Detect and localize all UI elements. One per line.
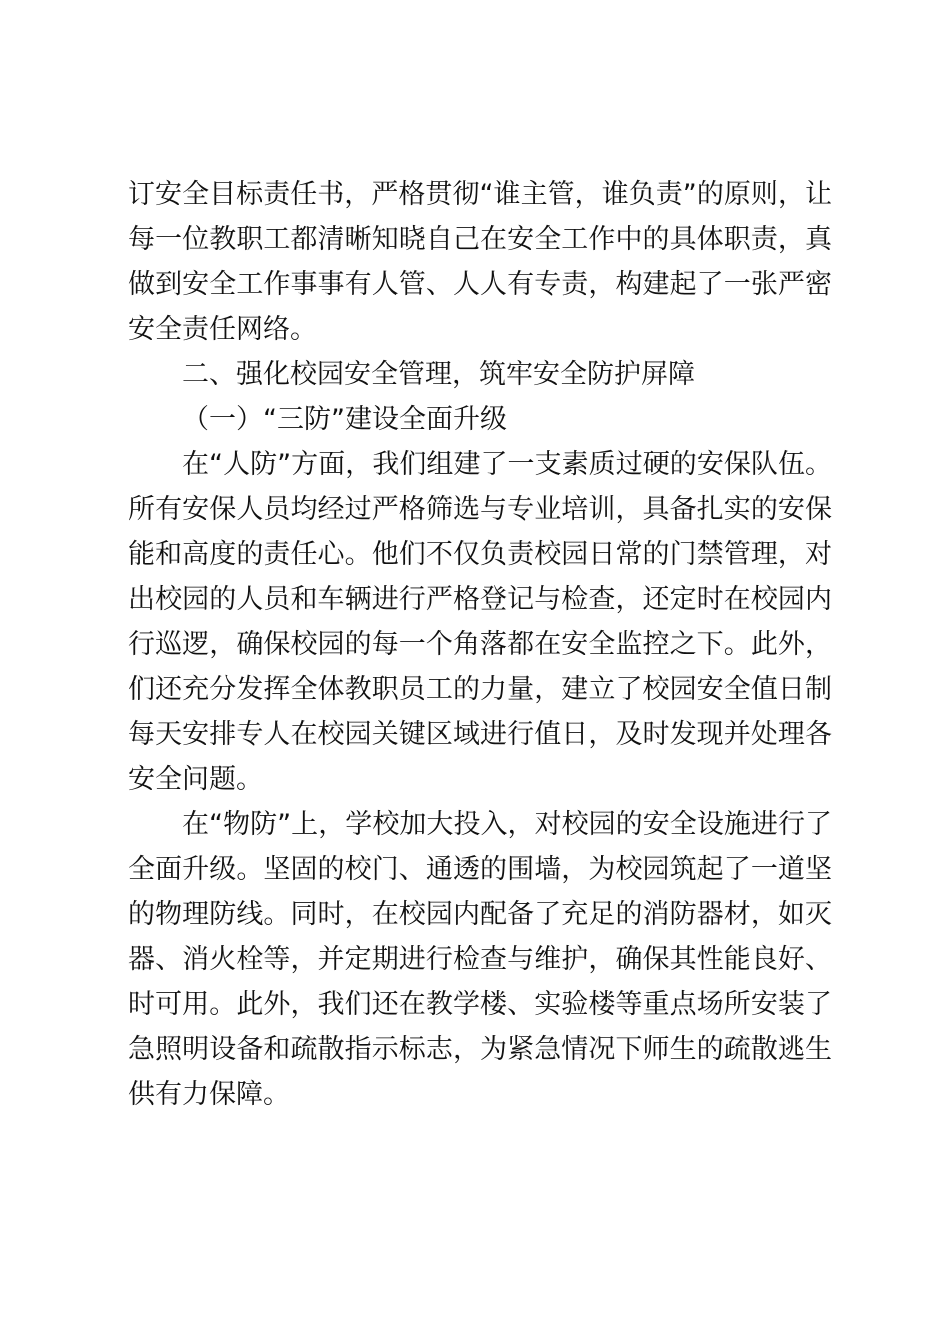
text-line: 做到安全工作事事有人管、人人有专责，构建起了一张严密 xyxy=(128,269,832,300)
text-line: 器、消火栓等，并定期进行检查与维护，确保其性能良好、 xyxy=(128,944,832,975)
text-line: 安全问题。 xyxy=(128,764,263,795)
text-line: 全面升级。坚固的校门、通透的围墙，为校园筑起了一道坚 xyxy=(128,854,832,885)
text-line: 每一位教职工都清晰知晓自己在安全工作中的具体职责，真 xyxy=(128,224,832,255)
text-line: 能和高度的责任心。他们不仅负责校园日常的门禁管理，对 xyxy=(128,539,832,570)
text-line: 行巡逻，确保校园的每一个角落都在安全监控之下。此外， xyxy=(128,629,832,660)
text-line: 的物理防线。同时，在校园内配备了充足的消防器材，如灭 xyxy=(128,899,832,930)
subsection-heading xyxy=(128,397,832,442)
text-line: 时可用。此外，我们还在教学楼、实验楼等重点场所安装了 xyxy=(128,989,832,1020)
text-line: 出校园的人员和车辆进行严格登记与检查，还定时在校园内 xyxy=(128,584,832,615)
text-line: 们还充分发挥全体教职员工的力量，建立了校园安全值日制 xyxy=(128,674,832,705)
text-line: 订安全目标责任书，严格贯彻“谁主管，谁负责”的原则，让 xyxy=(128,179,832,210)
document-body xyxy=(128,172,832,1117)
paragraph-continuation xyxy=(128,172,832,352)
paragraph-wufang xyxy=(128,802,832,1117)
heading-text: 二、强化校园安全管理，筑牢安全防护屏障 xyxy=(182,359,695,390)
text-line: 在“物防”上，学校加大投入，对校园的安全设施进行了 xyxy=(182,809,832,840)
text-line: 每天安排专人在校园关键区域进行值日，及时发现并处理各 xyxy=(128,719,832,750)
section-heading xyxy=(128,352,832,397)
paragraph-renfang xyxy=(128,442,832,802)
text-line: 急照明设备和疏散指示标志，为紧急情况下师生的疏散逃生 xyxy=(128,1034,832,1065)
text-line: 供有力保障。 xyxy=(128,1079,290,1110)
text-line: 在“人防”方面，我们组建了一支素质过硬的安保队伍。 xyxy=(182,449,832,480)
text-line: 安全责任网络。 xyxy=(128,314,317,345)
heading-text: （一）“三防”建设全面升级 xyxy=(182,404,507,435)
text-line: 所有安保人员均经过严格筛选与专业培训，具备扎实的安保 xyxy=(128,494,832,525)
